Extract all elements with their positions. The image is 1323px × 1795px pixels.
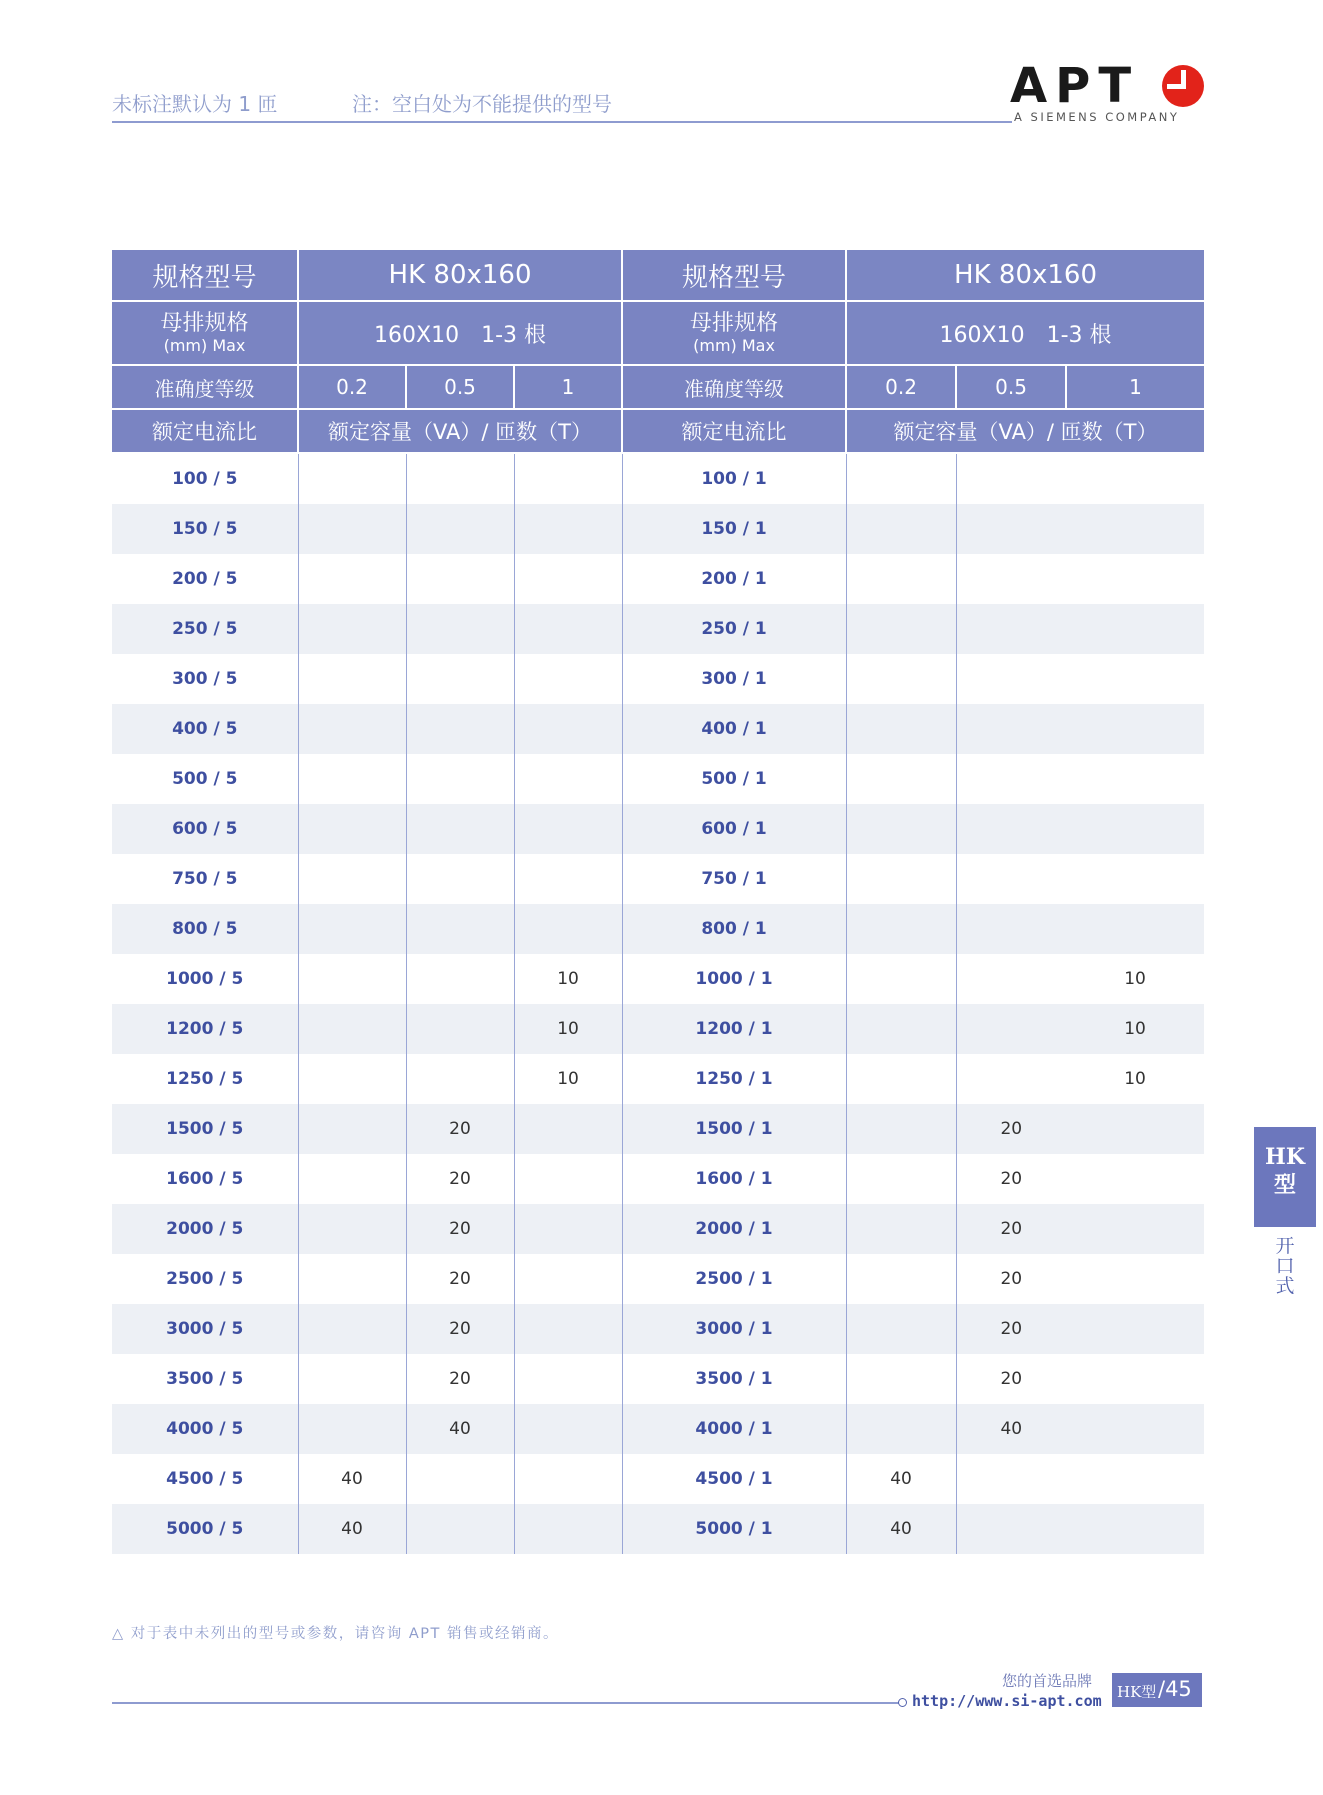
value-cell [298,1404,406,1454]
value-cell [406,1054,514,1104]
value-cell [1066,754,1204,804]
value-cell: 20 [406,1104,514,1154]
value-cell [846,1404,956,1454]
logo-subtitle: A SIEMENS COMPANY [1014,110,1180,124]
value-cell [298,1304,406,1354]
class-left-0: 0.2 [298,365,406,409]
value-cell [846,954,956,1004]
value-cell [514,1254,622,1304]
busbar-label-left: 母排规格 (mm) Max [112,301,298,365]
value-cell [298,1354,406,1404]
value-cell: 20 [406,1304,514,1354]
table-row [112,1154,1204,1204]
value-cell [514,1304,622,1354]
value-cell [846,804,956,854]
value-cell [846,504,956,554]
value-cell [514,1454,622,1504]
footer-slogan: 您的首选品牌 [1002,1672,1093,1690]
value-cell: 10 [1066,1004,1204,1054]
value-cell: 40 [298,1504,406,1554]
ratio-right: 300 / 1 [622,654,846,704]
header-divider [112,121,1012,123]
table-row [112,1004,1204,1054]
value-cell [406,854,514,904]
value-cell [1066,1454,1204,1504]
ratio-left: 200 / 5 [112,554,298,604]
value-cell [956,1004,1066,1054]
class-left-1: 0.5 [406,365,514,409]
value-cell [406,604,514,654]
value-cell: 10 [514,1054,622,1104]
value-cell [298,554,406,604]
accuracy-label-left: 准确度等级 [112,365,298,409]
value-cell [514,1154,622,1204]
value-cell [298,1004,406,1054]
value-cell [406,904,514,954]
table-row [112,1404,1204,1454]
value-cell [846,704,956,754]
class-right-0: 0.2 [846,365,956,409]
ratio-label-left: 额定电流比 [112,409,298,453]
value-cell [514,704,622,754]
value-cell [514,804,622,854]
ratio-left: 5000 / 5 [112,1504,298,1554]
value-cell: 40 [406,1404,514,1454]
value-cell [1066,1104,1204,1154]
ratio-left: 4500 / 5 [112,1454,298,1504]
value-cell: 20 [956,1304,1066,1354]
value-cell [1066,1404,1204,1454]
value-cell [298,954,406,1004]
value-cell [956,954,1066,1004]
value-cell [514,504,622,554]
value-cell [1066,604,1204,654]
ratio-right: 1000 / 1 [622,954,846,1004]
ratio-left: 400 / 5 [112,704,298,754]
value-cell [956,654,1066,704]
ratio-right: 200 / 1 [622,554,846,604]
ratio-left: 1200 / 5 [112,1004,298,1054]
value-cell [956,1054,1066,1104]
value-cell [846,453,956,504]
ratio-right: 5000 / 1 [622,1504,846,1554]
capacity-label-left: 额定容量（VA）/ 匝数（T） [298,409,622,453]
page-number: /45 [1158,1677,1192,1701]
table-row [112,554,1204,604]
value-cell [298,804,406,854]
value-cell [1066,1254,1204,1304]
ratio-right: 150 / 1 [622,504,846,554]
logo-text: APT [1010,58,1140,114]
value-cell [1066,1504,1204,1554]
value-cell [514,904,622,954]
class-right-1: 0.5 [956,365,1066,409]
ratio-left: 150 / 5 [112,504,298,554]
ratio-right: 4500 / 1 [622,1454,846,1504]
value-cell [298,604,406,654]
value-cell [406,504,514,554]
value-cell [956,1504,1066,1554]
ratio-left: 300 / 5 [112,654,298,704]
spec-label-left: 规格型号 [112,250,298,301]
spec-label-right: 规格型号 [622,250,846,301]
page-tag [1112,1673,1202,1707]
value-cell [1066,504,1204,554]
value-cell [514,453,622,504]
value-cell [298,1154,406,1204]
value-cell [1066,1354,1204,1404]
busbar-value-left: 160X10 1-3 根 [298,301,622,365]
value-cell [846,1154,956,1204]
side-tab-subtitle: 开 口 式 [1275,1235,1295,1297]
value-cell [1066,1154,1204,1204]
value-cell [956,904,1066,954]
value-cell [846,1304,956,1354]
value-cell [406,804,514,854]
value-cell [514,654,622,704]
value-cell [1066,704,1204,754]
ratio-left: 3000 / 5 [112,1304,298,1354]
value-cell [514,604,622,654]
value-cell [406,654,514,704]
ratio-left: 800 / 5 [112,904,298,954]
value-cell: 10 [514,1004,622,1054]
value-cell: 20 [1000,1169,1023,1189]
footer-dot [898,1698,907,1707]
class-right-2: 1 [1066,365,1204,409]
value-cell [846,604,956,654]
value-cell [298,754,406,804]
table-row [112,1104,1204,1154]
value-cell [298,854,406,904]
value-cell [956,754,1066,804]
value-cell [514,1104,622,1154]
ratio-left: 1000 / 5 [112,954,298,1004]
value-cell [846,1254,956,1304]
accuracy-label-right: 准确度等级 [622,365,846,409]
table-row [112,1354,1204,1404]
value-cell: 10 [1124,1069,1146,1089]
value-cell [846,1104,956,1154]
value-cell [406,1454,514,1504]
ratio-right: 800 / 1 [622,904,846,954]
ratio-right: 750 / 1 [622,854,846,904]
ratio-right: 1250 / 1 [622,1054,846,1104]
value-cell [514,754,622,804]
value-cell [514,854,622,904]
value-cell [406,1504,514,1554]
value-cell [1066,1304,1204,1354]
value-cell: 40 [298,1454,406,1504]
ratio-right: 100 / 1 [622,453,846,504]
value-cell [298,904,406,954]
busbar-label-right: 母排规格 (mm) Max [622,301,846,365]
ratio-left: 250 / 5 [112,604,298,654]
value-cell [406,954,514,1004]
value-cell [846,554,956,604]
value-cell [406,704,514,754]
ratio-left: 1250 / 5 [112,1054,298,1104]
value-cell [1066,453,1204,504]
ratio-left: 2500 / 5 [112,1254,298,1304]
ratio-right: 400 / 1 [622,704,846,754]
value-cell: 20 [956,1104,1066,1154]
value-cell [514,554,622,604]
value-cell [298,704,406,754]
busbar-value-right: 160X10 1-3 根 [846,301,1204,365]
value-cell [298,1204,406,1254]
ratio-left: 1600 / 5 [112,1154,298,1204]
value-cell [956,504,1066,554]
value-cell [956,804,1066,854]
value-cell: 40 [956,1404,1066,1454]
table-row [112,1304,1204,1354]
ratio-right: 1200 / 1 [622,1004,846,1054]
table-row [112,854,1204,904]
value-cell [406,554,514,604]
footer-url-link[interactable]: http://www.si-apt.com [912,1692,1102,1710]
value-cell [846,1054,956,1104]
value-cell [1066,1204,1204,1254]
ratio-right: 600 / 1 [622,804,846,854]
table-row [112,754,1204,804]
value-cell [1066,804,1204,854]
value-cell [514,1404,622,1454]
table-row [112,1204,1204,1254]
value-cell: 20 [406,1354,514,1404]
value-cell: 20 [1000,1269,1023,1289]
ratio-label-right: 额定电流比 [622,409,846,453]
value-cell [298,1254,406,1304]
value-cell: 10 [1124,969,1146,989]
ratio-left: 1500 / 5 [112,1104,298,1154]
ratio-right: 2500 / 1 [622,1254,846,1304]
table-row [112,954,1204,1004]
value-cell: 20 [406,1154,514,1204]
table-row [112,1254,1204,1304]
value-cell [846,1204,956,1254]
apt-logo [1010,60,1206,122]
ratio-left: 3500 / 5 [112,1354,298,1404]
ratio-right: 1500 / 1 [622,1104,846,1154]
value-cell [298,1054,406,1104]
value-cell [514,1504,622,1554]
value-cell [298,504,406,554]
table-row [112,704,1204,754]
value-cell [956,1454,1066,1504]
value-cell [956,453,1066,504]
footnote: △ 对于表中未列出的型号或参数，请咨询 APT 销售或经销商。 [112,1626,559,1642]
value-cell [846,1354,956,1404]
ratio-right: 4000 / 1 [622,1404,846,1454]
value-cell: 20 [956,1204,1066,1254]
value-cell: 20 [1000,1369,1023,1389]
value-cell [846,1004,956,1054]
table-row [112,1054,1204,1104]
value-cell [956,704,1066,754]
ratio-left: 750 / 5 [112,854,298,904]
footer-divider [112,1702,900,1704]
value-cell [956,604,1066,654]
table-row [112,604,1204,654]
side-tab: HK 型 [1254,1127,1316,1227]
value-cell: 20 [406,1204,514,1254]
ratio-right: 2000 / 1 [622,1204,846,1254]
value-cell [298,1104,406,1154]
value-cell [846,904,956,954]
value-cell [406,1004,514,1054]
value-cell [956,854,1066,904]
model-right: HK 80x160 [846,250,1204,301]
value-cell [406,453,514,504]
table-row [112,804,1204,854]
ratio-left: 2000 / 5 [112,1204,298,1254]
table-row [112,654,1204,704]
model-left: HK 80x160 [298,250,622,301]
ratio-left: 600 / 5 [112,804,298,854]
value-cell [298,453,406,504]
value-cell [1066,904,1204,954]
header-note-blank: 注：空白处为不能提供的型号 [352,92,612,116]
spec-table [112,250,1204,1554]
page-type: HK型 [1117,1683,1157,1701]
table-row [112,504,1204,554]
ratio-right: 3500 / 1 [622,1354,846,1404]
ratio-left: 4000 / 5 [112,1404,298,1454]
value-cell [406,754,514,804]
ratio-left: 100 / 5 [112,453,298,504]
ratio-right: 500 / 1 [622,754,846,804]
table-row [112,904,1204,954]
ratio-right: 3000 / 1 [622,1304,846,1354]
header-note-default-turns: 未标注默认为 1 匝 [112,92,278,116]
capacity-label-right: 额定容量（VA）/ 匝数（T） [846,409,1204,453]
value-cell [1066,654,1204,704]
table-row [112,1454,1204,1504]
value-cell [1066,554,1204,604]
ratio-right: 250 / 1 [622,604,846,654]
value-cell: 10 [514,954,622,1004]
value-cell [514,1204,622,1254]
value-cell [956,554,1066,604]
value-cell: 20 [406,1254,514,1304]
value-cell [298,654,406,704]
value-cell [514,1354,622,1404]
table-row [112,1504,1204,1554]
ratio-left: 500 / 5 [112,754,298,804]
value-cell [1066,854,1204,904]
ratio-right: 1600 / 1 [622,1154,846,1204]
value-cell [846,854,956,904]
class-left-2: 1 [514,365,622,409]
value-cell: 40 [846,1454,956,1504]
value-cell [846,654,956,704]
value-cell: 40 [846,1504,956,1554]
value-cell [846,754,956,804]
table-row [112,453,1204,504]
